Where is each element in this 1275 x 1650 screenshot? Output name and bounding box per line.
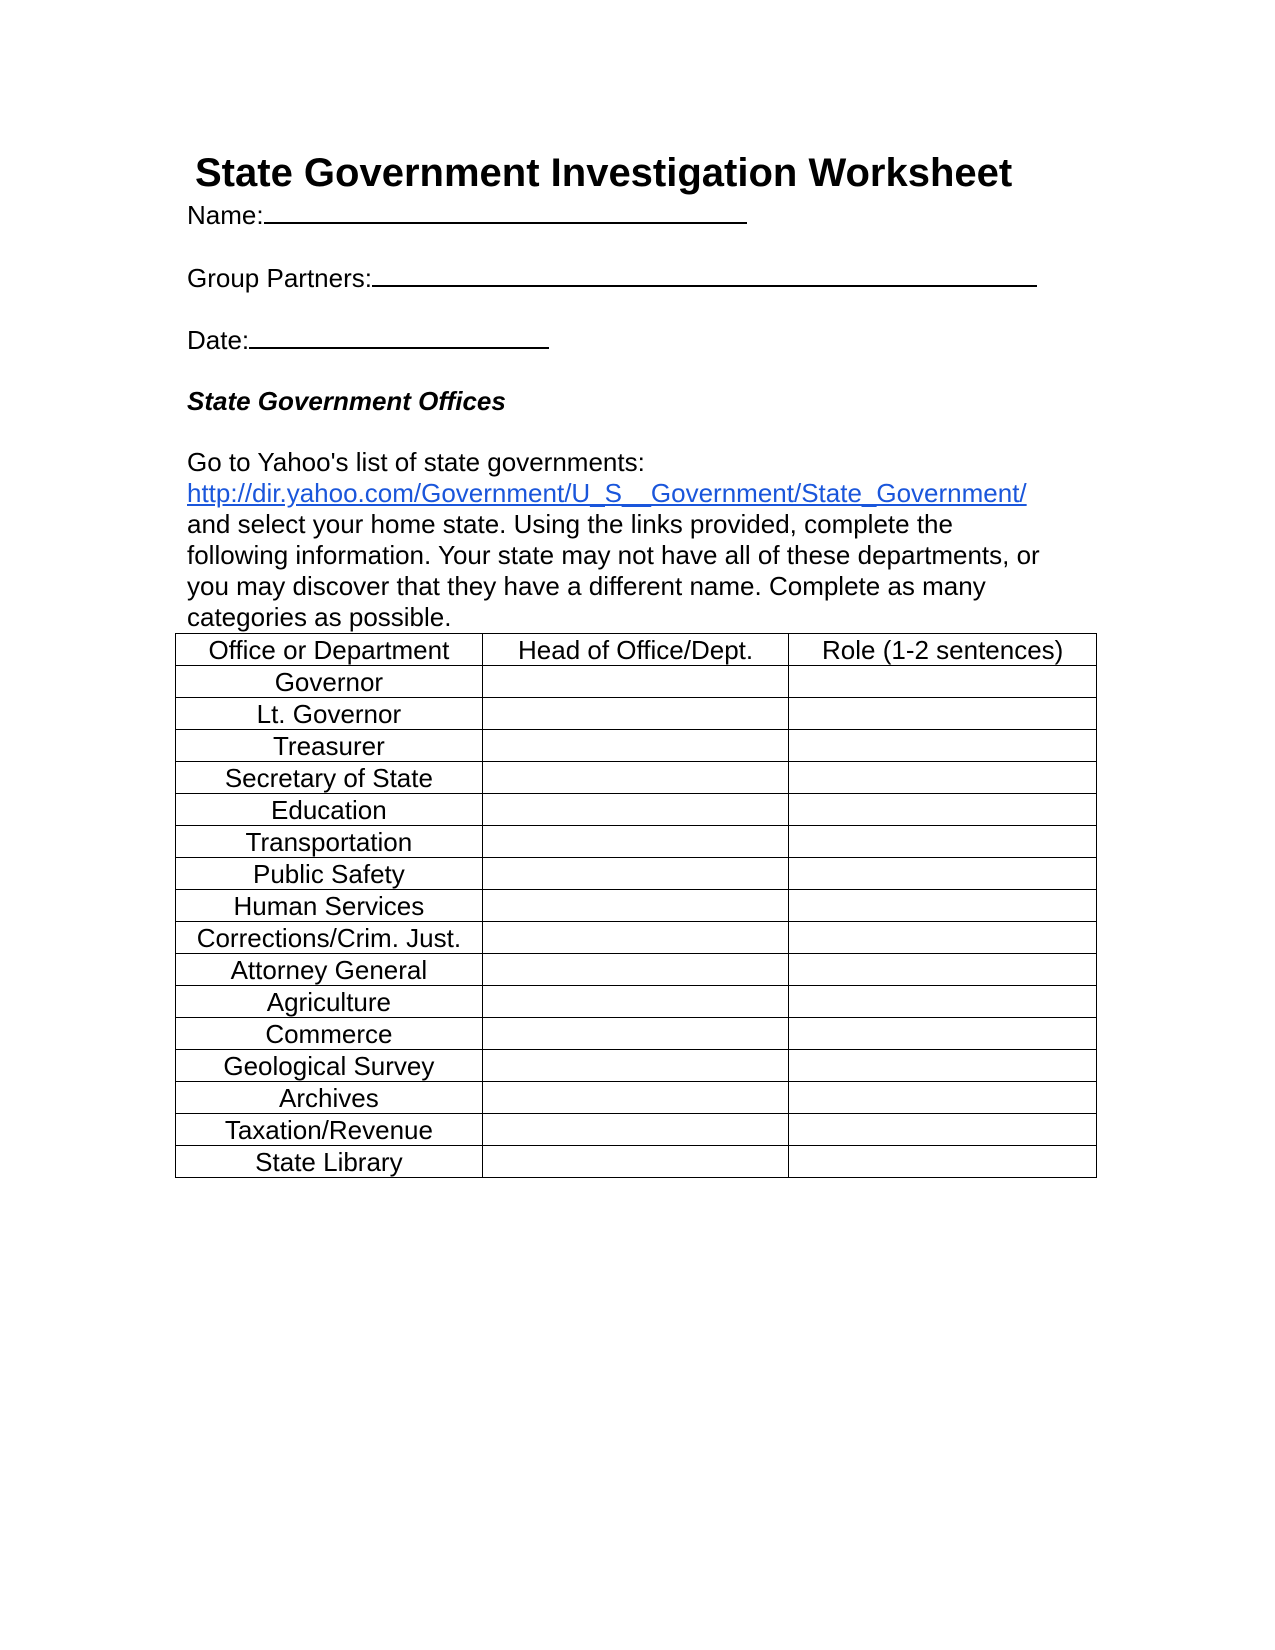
office-name-cell: Education [176, 794, 483, 826]
table-header-row [176, 634, 1097, 666]
instructions-line: categories as possible. [187, 602, 452, 632]
table-row [176, 826, 1097, 858]
table-row [176, 1146, 1097, 1178]
instructions-paragraph [187, 447, 1087, 633]
group-partners-field-row [187, 261, 1037, 293]
page-title: State Government Investigation Worksheet [195, 151, 1013, 195]
name-blank-line[interactable] [264, 198, 747, 224]
role-cell[interactable] [789, 1050, 1097, 1082]
head-of-office-cell[interactable] [482, 890, 789, 922]
office-name-cell: Archives [176, 1082, 483, 1114]
head-of-office-cell[interactable] [482, 730, 789, 762]
head-of-office-cell[interactable] [482, 1050, 789, 1082]
table-row [176, 858, 1097, 890]
column-header-office: Office or Department [176, 634, 483, 666]
head-of-office-cell[interactable] [482, 762, 789, 794]
table-row [176, 698, 1097, 730]
role-cell[interactable] [789, 730, 1097, 762]
role-cell[interactable] [789, 666, 1097, 698]
role-cell[interactable] [789, 858, 1097, 890]
role-cell[interactable] [789, 986, 1097, 1018]
group-partners-label: Group Partners: [187, 263, 372, 293]
table-row [176, 1018, 1097, 1050]
table-row [176, 922, 1097, 954]
office-name-cell: Corrections/Crim. Just. [176, 922, 483, 954]
role-cell[interactable] [789, 1082, 1097, 1114]
office-name-cell: State Library [176, 1146, 483, 1178]
head-of-office-cell[interactable] [482, 826, 789, 858]
office-name-cell: Governor [176, 666, 483, 698]
instructions-line: Go to Yahoo's list of state governments: [187, 447, 645, 477]
column-header-head: Head of Office/Dept. [482, 634, 789, 666]
office-name-cell: Lt. Governor [176, 698, 483, 730]
head-of-office-cell[interactable] [482, 1018, 789, 1050]
table-row [176, 1114, 1097, 1146]
role-cell[interactable] [789, 954, 1097, 986]
role-cell[interactable] [789, 1018, 1097, 1050]
instructions-line: and select your home state. Using the links provided, complete the [187, 509, 953, 539]
head-of-office-cell[interactable] [482, 1146, 789, 1178]
table-row [176, 794, 1097, 826]
role-cell[interactable] [789, 762, 1097, 794]
name-label: Name: [187, 200, 264, 230]
office-name-cell: Taxation/Revenue [176, 1114, 483, 1146]
office-name-cell: Public Safety [176, 858, 483, 890]
head-of-office-cell[interactable] [482, 666, 789, 698]
head-of-office-cell[interactable] [482, 858, 789, 890]
name-field-row [187, 198, 747, 230]
table-row [176, 762, 1097, 794]
head-of-office-cell[interactable] [482, 1082, 789, 1114]
head-of-office-cell[interactable] [482, 1114, 789, 1146]
role-cell[interactable] [789, 794, 1097, 826]
table-row [176, 666, 1097, 698]
section-heading: State Government Offices [187, 386, 506, 416]
date-label: Date: [187, 325, 250, 355]
head-of-office-cell[interactable] [482, 922, 789, 954]
office-name-cell: Agriculture [176, 986, 483, 1018]
head-of-office-cell[interactable] [482, 954, 789, 986]
role-cell[interactable] [789, 826, 1097, 858]
role-cell[interactable] [789, 1146, 1097, 1178]
offices-table [175, 633, 1097, 1178]
role-cell[interactable] [789, 698, 1097, 730]
office-name-cell: Human Services [176, 890, 483, 922]
office-name-cell: Secretary of State [176, 762, 483, 794]
table-row [176, 730, 1097, 762]
office-name-cell: Treasurer [176, 730, 483, 762]
head-of-office-cell[interactable] [482, 986, 789, 1018]
date-field-row [187, 323, 549, 355]
table-row [176, 986, 1097, 1018]
office-name-cell: Geological Survey [176, 1050, 483, 1082]
office-name-cell: Transportation [176, 826, 483, 858]
head-of-office-cell[interactable] [482, 794, 789, 826]
table-row [176, 1082, 1097, 1114]
role-cell[interactable] [789, 1114, 1097, 1146]
role-cell[interactable] [789, 922, 1097, 954]
table-row [176, 954, 1097, 986]
head-of-office-cell[interactable] [482, 698, 789, 730]
role-cell[interactable] [789, 890, 1097, 922]
office-name-cell: Attorney General [176, 954, 483, 986]
instructions-line: following information. Your state may not have all of these departments, or [187, 540, 1040, 570]
column-header-role: Role (1-2 sentences) [789, 634, 1097, 666]
yahoo-state-government-link[interactable]: http://dir.yahoo.com/Government/U_S__Government/State_Government/ [187, 478, 1027, 508]
office-name-cell: Commerce [176, 1018, 483, 1050]
table-row [176, 890, 1097, 922]
instructions-line: you may discover that they have a different name. Complete as many [187, 571, 986, 601]
date-blank-line[interactable] [249, 323, 549, 349]
group-partners-blank-line[interactable] [372, 261, 1037, 287]
table-row [176, 1050, 1097, 1082]
